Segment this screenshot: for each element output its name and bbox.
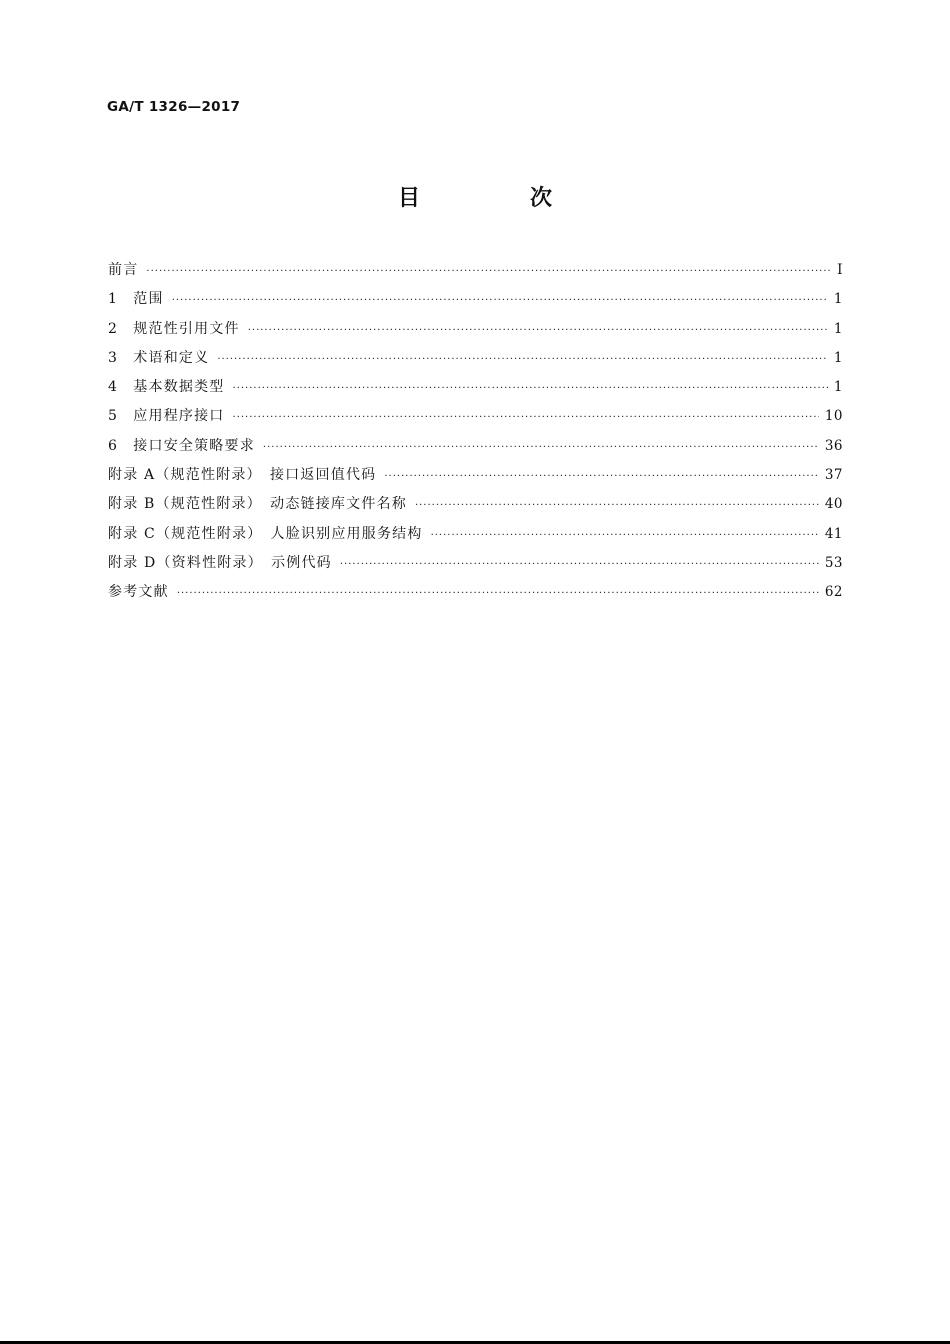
toc-entry-page: 1 — [833, 320, 843, 337]
toc-entry-foreword[interactable] — [108, 258, 843, 287]
toc-entry-appendix-a[interactable] — [108, 463, 843, 492]
toc-entry-api[interactable] — [108, 404, 843, 433]
toc-leader-dots — [233, 406, 819, 430]
toc-leader-dots — [146, 260, 831, 284]
toc-title: 目 次 — [397, 186, 596, 211]
toc-entry-bibliography[interactable] — [108, 580, 843, 609]
toc-entry-label: 6 接口安全策略要求 — [108, 437, 255, 454]
toc-leader-dots — [263, 436, 819, 460]
toc-entry-page: 10 — [824, 408, 843, 425]
toc-entry-page: Ⅰ — [837, 262, 843, 278]
toc-entry-terms-definitions[interactable] — [108, 346, 843, 375]
toc-entry-page: 62 — [824, 584, 843, 601]
toc-entry-page: 1 — [833, 349, 843, 366]
toc-entry-label: 前言 — [108, 262, 139, 278]
table-of-contents — [108, 258, 843, 610]
toc-leader-dots — [172, 289, 828, 313]
toc-entry-appendix-b[interactable] — [108, 492, 843, 521]
toc-entry-label: 附录 A（规范性附录） 接口返回值代码 — [108, 467, 377, 484]
toc-entry-label: 3 术语和定义 — [108, 349, 210, 366]
toc-entry-basic-data-types[interactable] — [108, 375, 843, 404]
toc-entry-label: 附录 D（资料性附录） 示例代码 — [108, 554, 332, 571]
toc-entry-security-policy[interactable] — [108, 434, 843, 463]
toc-entry-appendix-c[interactable] — [108, 522, 843, 551]
toc-leader-dots — [340, 553, 819, 577]
toc-leader-dots — [177, 582, 819, 606]
toc-entry-page: 40 — [824, 496, 843, 513]
toc-entry-label: 参考文献 — [108, 584, 169, 601]
document-number: GA/T 1326—2017 — [107, 99, 241, 115]
toc-leader-dots — [233, 377, 828, 401]
toc-entry-label: 2 规范性引用文件 — [108, 320, 240, 337]
toc-entry-page: 36 — [824, 437, 843, 454]
toc-leader-dots — [384, 465, 818, 489]
toc-entry-appendix-d[interactable] — [108, 551, 843, 580]
toc-leader-dots — [415, 494, 819, 518]
toc-entry-normative-references[interactable] — [108, 317, 843, 346]
toc-leader-dots — [217, 348, 828, 372]
toc-leader-dots — [248, 319, 828, 343]
toc-entry-page: 1 — [833, 379, 843, 396]
toc-entry-label: 4 基本数据类型 — [108, 379, 225, 396]
toc-entry-label: 1 范围 — [108, 291, 164, 308]
toc-entry-page: 53 — [824, 554, 843, 571]
toc-entry-scope[interactable] — [108, 287, 843, 316]
toc-entry-page: 37 — [824, 467, 843, 484]
toc-entry-label: 5 应用程序接口 — [108, 408, 225, 425]
toc-entry-label: 附录 C（规范性附录） 人脸识别应用服务结构 — [108, 525, 423, 542]
toc-entry-label: 附录 B（规范性附录） 动态链接库文件名称 — [108, 496, 407, 513]
toc-entry-page: 41 — [824, 525, 843, 542]
toc-leader-dots — [431, 524, 819, 548]
toc-entry-page: 1 — [833, 291, 843, 308]
